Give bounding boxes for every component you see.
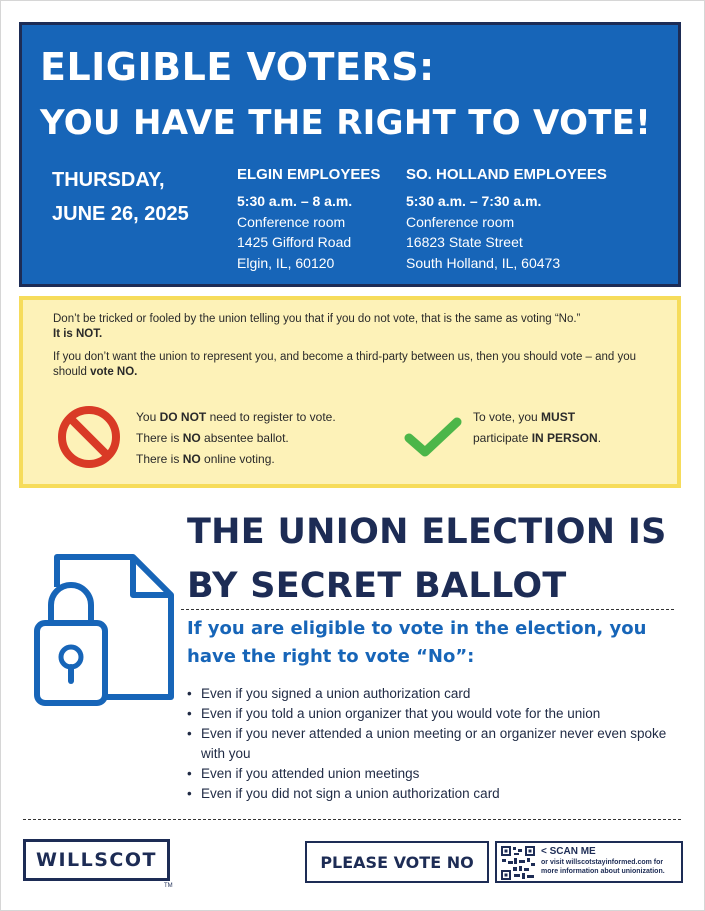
prohibited-icon [56,404,122,470]
scan-me-panel[interactable] [495,841,683,883]
location-city: Elgin, IL, 60120 [237,254,335,271]
notice-p1-bold: It is NOT. [53,328,103,340]
scan-me-description: or visit willscotstayinformed.com for more information about unionization. [541,859,665,875]
right-to-vote-list [187,684,667,804]
list-item: • Even if you signed a union authorization card [187,684,667,704]
hero-title-line1: ELIGIBLE VOTERS: [40,45,435,89]
rule-item: You DO NOT need to register to vote. [136,410,336,424]
notice-p2-text: If you don’t want the union to represent you, and become a third-party between us, then you should vote – and you should [53,351,637,378]
divider [23,819,681,820]
election-date-full: JUNE 26, 2025 [52,203,189,225]
location-south-holland [406,163,607,273]
election-date [52,163,189,231]
rule-item: There is NO absentee ballot. [136,431,289,445]
please-vote-no-button[interactable]: PLEASE VOTE NO [305,841,489,883]
voting-rules-list [136,407,336,470]
location-street: 16823 State Street [406,234,523,250]
rule-item: There is NO online voting. [136,452,275,466]
location-city: South Holland, IL, 60473 [406,254,561,271]
location-room: Conference room [237,213,346,230]
trademark: TM [164,883,173,889]
voting-notice [19,296,681,488]
notice-paragraph-2 [53,350,653,380]
notice-paragraph-1 [53,312,653,342]
list-item: • Even if you told a union organizer that you would vote for the union [187,704,667,724]
locked-document-icon [33,549,183,709]
divider [181,609,674,610]
location-street: 1425 Gifford Road [237,234,352,250]
location-time: 5:30 a.m. – 7:30 a.m. [406,193,542,209]
election-date-day: THURSDAY, [52,169,165,191]
location-elgin [237,163,380,273]
checkmark-icon [403,414,463,460]
qr-code-icon[interactable] [500,845,536,881]
heading-line2: BY SECRET BALLOT [187,566,567,606]
scan-me-label: < SCAN ME [541,846,596,857]
willscot-logo: WILLSCOT [23,839,170,881]
list-item: • Even if you never attended a union meeting or an organizer never even spoke with you [187,724,667,764]
heading-line1: THE UNION ELECTION IS [187,512,667,552]
notice-p1-text: Don’t be tricked or fooled by the union telling you that if you do not vote, that is the same as voting “No.” [53,313,581,325]
right-to-vote-subtitle: If you are eligible to vote in the election, you have the right to vote “No”: [187,618,647,667]
list-item: • Even if you did not sign a union authorization card [187,784,667,804]
hero-title-line2: YOU HAVE THE RIGHT TO VOTE! [40,103,652,143]
notice-p2-bold: vote NO. [90,366,138,378]
in-person-rule: To vote, you MUST participate IN PERSON. [473,410,602,445]
location-time: 5:30 a.m. – 8 a.m. [237,193,353,209]
location-room: Conference room [406,213,515,230]
location-heading: ELGIN EMPLOYEES [237,166,381,183]
list-item: • Even if you attended union meetings [187,764,667,784]
secret-ballot-heading [187,505,667,613]
hero-banner [19,22,681,287]
location-heading: SO. HOLLAND EMPLOYEES [406,166,607,183]
